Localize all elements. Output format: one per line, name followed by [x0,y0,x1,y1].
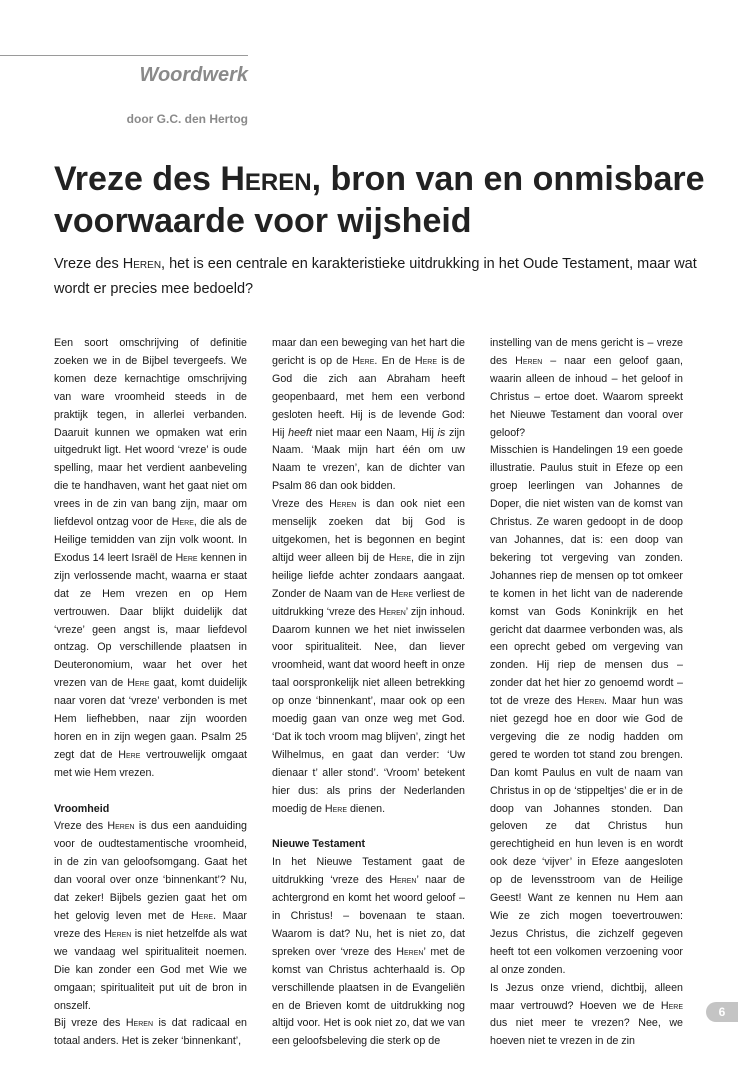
article-headline: Vreze des Heren, bron van en onmisbare voorwaarde voor wijsheid [54,160,705,240]
paragraph: Bij vreze des Heren is dat radicaal en totaal anders. Het is zeker ‘binnenkant’, [54,1017,247,1048]
paragraph: Is Jezus onze vriend, dichtbij, alleen maar vertrouwd? Hoeven we de Here dus niet meer te vrezen? Nee, we hoeven niet te vrezen in de zin [490,981,683,1048]
text-column-2 [272,335,465,1051]
text-column-1 [54,335,247,1051]
article-lead: Vreze des Heren, het is een centrale en karakteristieke uitdrukking in het Oude Testament, maar wat wordt er precies mee bedoeld? [54,256,697,297]
paragraph: Misschien is Handelingen 19 een goede illustratie. Paulus stuit in Efeze op een groep leerlingen van Johannes de Doper, die niet wisten van de komst van Christus. Ze waren gedoopt in de doop van Johannes, dat is: een doop van bekering tot vergeving van zonden. Johannes riep de mensen op tot omkeer te komen in het licht van de naderende komst van Gods Koninkrijk en het gericht dat daarmee verbonden was, als een oprecht gebed om vergeving van zonden. Hij riep de mensen dus – zonder dat het hier zo genoemd wordt – tot de vreze des Heren. Maar hun was niet gezegd hoe en door wie God de vergeving die ze nodig hadden om gered te worden tot stand zou brengen. Dan komt Paulus en vult de naam van Christus in op de ‘stippeltjes’ die er in de doop van Johannes stonden. Dan geloven ze dat Christus hun gerechtigheid en hun leven is en wordt ook deze ‘vijver’ in Efeze aangesloten op de levensstroom van de Heilige Geest! Want ze kennen nu Hem aan Wie ze zich mogen toevertrouwen: Jezus Christus, die zichzelf gegeven heeft tot een volkomen verzoening voor al onze zonden. [490,444,683,976]
paragraph: Vreze des Heren is dan ook niet een menselijk zoeken dat bij God is uitgekomen, het is begonnen en begint altijd weer alleen bij de Here, die in zijn heilige liefde achter zondaars aangaat. Zonder de Naam van de Here verliest de uitdrukking ‘vreze des Heren’ zijn inhoud. Daarom kunnen we het niet inwisselen voor spiritualiteit. Nee, dan liever vroomheid, want dat woord heeft in onze taal oorspronkelijk niet alleen betrekking op onze ‘binnenkant’, maar ook op een moedig gaan van onze weg met God. ‘Dat ik toch vroom mag blijven’, zingt het Wilhelmus, en gaat dan verder: ‘Uw dienaar t’ aller stond’. ‘Vroom’ betekent hier dus: als prins der Nederlanden moedig de Here dienen. [272,498,465,815]
paragraph: In het Nieuwe Testament gaat de uitdrukking ‘vreze des Heren’ naar de achtergrond en komt het woord geloof – in Christus! – bovenaan te staan. Waarom is dat? Nu, het is niet zo, dat spreken over ‘vreze des Heren’ met de komst van Christus achterhaald is. Op verschillende plaatsen in de Evangeliën en de Brieven komt de uitdrukking nog altijd voor. Het is ook niet zo, dat we van een geloofsbeleving die sterk op de [272,856,465,1048]
author-byline: door G.C. den Hertog [126,112,248,126]
header-rule [0,55,248,56]
text-column-3 [490,335,683,1051]
paragraph: Een soort omschrijving of definitie zoeken we in de Bijbel tevergeefs. We komen deze kernachtige omschrijving van ware vroomheid steeds in de praktijk tegen, in allerlei verbanden. Daaruit kunnen we opmaken wat erin uitgedrukt ligt. Het woord ‘vreze’ is oude spelling, maar het verdient aanbeveling die te handhaven, want het gaat niet om vrees in de zin van bang zijn, maar om liefdevol ontzag voor de Here, die als de Heilige temidden van zijn volk woont. In Exodus 14 leert Israël de Here kennen in zijn verlossende macht, waarna er staat dat ze Hem vrezen en op Hem vertrouwen. Daar blijkt duidelijk dat ‘vreze’ geen angst is, maar liefdevol ontzag. Op verschillende plaatsen in Deuteronomium, waar het over het vrezen van de Here gaat, komt duidelijk naar voren dat ‘vreze’ verbonden is met Hem liefhebben, naar zijn woorden horen en in zijn wegen gaan. Psalm 25 zegt dat de Here vertrouwelijk omgaat met wie Hem vrezen. [54,337,247,779]
subheading-vroomheid: Vroomheid [54,802,110,815]
subheading-nieuwe-testament: Nieuwe Testament [272,838,366,851]
page-number: 6 [706,1002,738,1022]
paragraph: maar dan een beweging van het hart die gericht is op de Here. En de Here is de God die zich aan Abraham heeft geopenbaard, met hem een verbond gesloten heeft. Hij is de levende God: Hij heeft niet maar een Naam, Hij is zijn Naam. ‘Maak mijn hart één om uw Naam te vrezen’, kan de dichter van Psalm 86 dan ook bidden. [272,337,465,493]
paragraph: instelling van de mens gericht is – vreze des Heren – naar een geloof gaan, waarin alleen de inhoud – het geloof in Christus – ertoe doet. Waarom spreekt het Nieuwe Testament dan vooral over geloof? [490,337,683,439]
paragraph: Vreze des Heren is dus een aanduiding voor de oudtestamentische vroomheid, in de zin van geloofsomgang. Gaat het dan vooral over onze ‘binnenkant’? Nu, dat zeker! Bijbels gezien gaat het om het gelovig leven met de Here. Maar vreze des Heren is niet hetzelfde als wat we vandaag wel spiritualiteit noemen. Die kan zonder een God met Wie we omgaan; spiritualiteit put uit de bron in onszelf. [54,820,248,1012]
section-title: Woordwerk [139,64,248,86]
